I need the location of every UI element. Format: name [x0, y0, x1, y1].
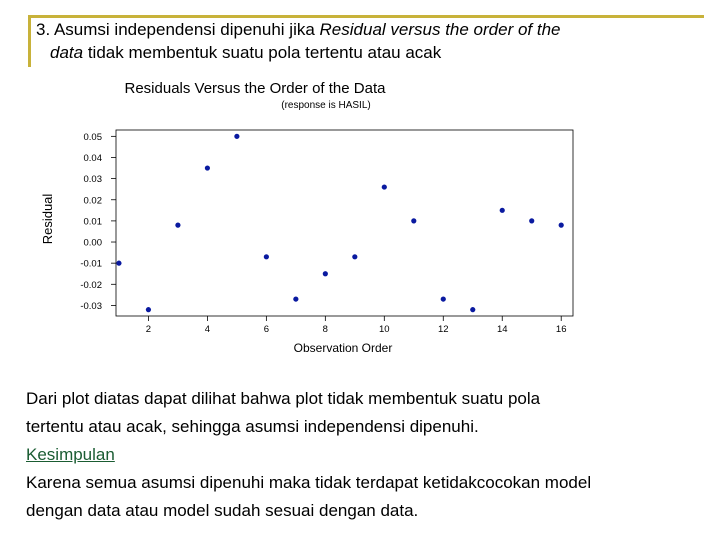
data-point [175, 223, 180, 228]
slide-heading [36, 18, 700, 64]
y-tick-label: -0.01 [80, 258, 102, 270]
data-point [323, 271, 328, 276]
heading-italic: Residual versus the order of the [319, 20, 561, 39]
x-tick-label: 14 [496, 324, 508, 335]
y-tick-label: -0.03 [80, 300, 102, 312]
data-point [264, 254, 269, 259]
y-tick-label: -0.02 [80, 279, 102, 291]
x-tick-label: 16 [555, 324, 567, 335]
y-axis-label: Residual [40, 193, 55, 245]
x-tick-label: 10 [379, 324, 390, 335]
data-point [116, 261, 121, 266]
paragraph-2-line-1: Karena semua asumsi dipenuhi maka tidak terdapat ketidakcocokan model [26, 473, 592, 492]
y-tick-label: 0.00 [83, 237, 102, 249]
heading-prefix: 3. Asumsi independensi dipenuhi jika [36, 20, 320, 39]
y-tick-label: 0.02 [83, 195, 102, 207]
paragraph-2-line-2: dengan data atau model sudah sesuai dengan data. [26, 501, 419, 520]
x-tick-label: 6 [263, 324, 270, 335]
data-point [234, 134, 239, 139]
y-tick-label: 0.01 [83, 216, 102, 228]
x-axis-label: Observation Order [293, 341, 393, 355]
data-point [470, 307, 475, 312]
y-tick-label: 0.03 [83, 174, 102, 186]
residual-chart [30, 72, 590, 362]
data-point [500, 208, 505, 213]
body-text [26, 385, 716, 525]
x-tick-label: 8 [322, 324, 328, 335]
plot-frame [116, 130, 573, 316]
data-point [441, 296, 446, 301]
heading-italic-2: data [50, 43, 84, 62]
chart-title: Residuals Versus the Order of the Data [124, 80, 386, 97]
data-point [352, 254, 357, 259]
x-tick-label: 4 [204, 324, 211, 335]
data-point [205, 165, 210, 170]
chart-subtitle: (response is HASIL) [281, 100, 371, 111]
data-point [146, 307, 151, 312]
data-point [382, 184, 387, 189]
data-point [411, 218, 416, 223]
y-tick-label: 0.04 [83, 152, 102, 164]
x-tick-label: 12 [437, 324, 449, 335]
kesimpulan-link[interactable]: Kesimpulan [26, 445, 115, 464]
data-point [293, 296, 298, 301]
paragraph-1-line-2: tertentu atau acak, sehingga asumsi independensi dipenuhi. [26, 417, 479, 436]
x-tick-label: 2 [145, 324, 152, 335]
paragraph-1-line-1: Dari plot diatas dapat dilihat bahwa plot tidak membentuk suatu pola [26, 389, 541, 408]
data-point [559, 223, 564, 228]
y-tick-label: 0.05 [83, 131, 102, 143]
data-point [529, 218, 534, 223]
heading-suffix: tidak membentuk suatu pola tertentu atau acak [83, 43, 442, 62]
